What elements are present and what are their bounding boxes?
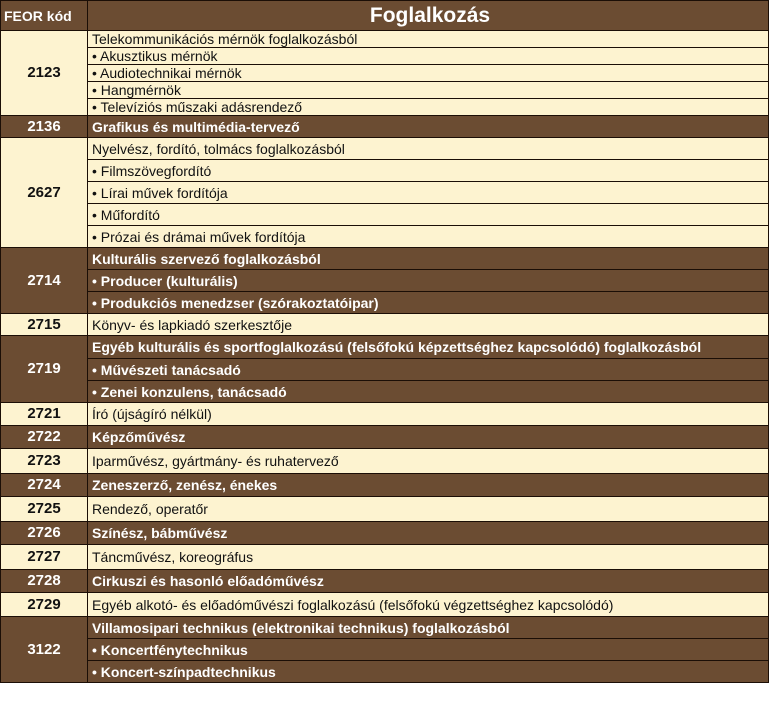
feor-code-cell: 3122	[1, 617, 88, 683]
table-row	[1, 593, 769, 617]
occupation-title-cell: Villamosipari technikus (elektronikai technikus) foglalkozásból	[88, 617, 769, 639]
feor-code-cell: 2728	[1, 570, 88, 593]
feor-code-cell: 2715	[1, 314, 88, 336]
occupation-item-cell: • Filmszövegfordító	[88, 160, 769, 182]
occupation-title-cell: Író (újságíró nélkül)	[88, 403, 769, 426]
table-row	[1, 426, 769, 449]
occupation-title-cell: Telekommunikációs mérnök foglalkozásból	[88, 31, 769, 48]
table-row	[1, 204, 769, 226]
feor-code-cell: 2719	[1, 336, 88, 403]
table-row	[1, 474, 769, 497]
occupation-item-cell: • Televíziós műszaki adásrendező	[88, 99, 769, 116]
table-row	[1, 270, 769, 292]
feor-code-cell: 2627	[1, 138, 88, 248]
occupation-title-cell: Nyelvész, fordító, tolmács foglalkozásból	[88, 138, 769, 160]
table-row	[1, 359, 769, 381]
occupation-title-cell: Egyéb alkotó- és előadóművészi foglalkozású (felsőfokú végzettséghez kapcsolódó)	[88, 593, 769, 617]
occupation-item-cell: • Lírai művek fordítója	[88, 182, 769, 204]
occupation-title-cell: Színész, bábművész	[88, 522, 769, 545]
feor-code-cell: 2726	[1, 522, 88, 545]
feor-code-cell: 2729	[1, 593, 88, 617]
table-row	[1, 497, 769, 522]
occupation-title-cell: Egyéb kulturális és sportfoglalkozású (felsőfokú képzettséghez kapcsolódó) foglalkozásból	[88, 336, 769, 359]
occupation-item-cell: • Producer (kulturális)	[88, 270, 769, 292]
occupation-title-cell: Zeneszerző, zenész, énekes	[88, 474, 769, 497]
table-row	[1, 82, 769, 99]
feor-code-cell: 2722	[1, 426, 88, 449]
occupation-title-cell: Kulturális szervező foglalkozásból	[88, 248, 769, 270]
occupation-item-cell: • Produkciós menedzser (szórakoztatóipar)	[88, 292, 769, 314]
occupation-item-cell: • Akusztikus mérnök	[88, 48, 769, 65]
table-row	[1, 449, 769, 474]
occupation-title-cell: Képzőművész	[88, 426, 769, 449]
occupation-item-cell: • Művészeti tanácsadó	[88, 359, 769, 381]
table-row	[1, 31, 769, 48]
feor-code-cell: 2721	[1, 403, 88, 426]
feor-code-cell: 2136	[1, 116, 88, 138]
table-row	[1, 48, 769, 65]
table-row	[1, 248, 769, 270]
occupation-item-cell: • Koncertfénytechnikus	[88, 639, 769, 661]
table-row	[1, 617, 769, 639]
table-body	[1, 31, 769, 683]
table-row	[1, 522, 769, 545]
table-row	[1, 138, 769, 160]
occupation-item-cell: • Hangmérnök	[88, 82, 769, 99]
occupation-item-cell: • Prózai és drámai művek fordítója	[88, 226, 769, 248]
feor-code-cell: 2714	[1, 248, 88, 314]
table-row	[1, 226, 769, 248]
occupation-title-cell: Rendező, operatőr	[88, 497, 769, 522]
table-row	[1, 160, 769, 182]
table-row	[1, 661, 769, 683]
table-row	[1, 381, 769, 403]
table-row	[1, 314, 769, 336]
occupation-item-cell: • Műfordító	[88, 204, 769, 226]
header-row	[1, 1, 769, 31]
feor-code-cell: 2723	[1, 449, 88, 474]
header-code: FEOR kód	[1, 1, 88, 31]
occupation-title-cell: Táncművész, koreográfus	[88, 545, 769, 570]
table-row	[1, 182, 769, 204]
occupation-title-cell: Iparművész, gyártmány- és ruhatervező	[88, 449, 769, 474]
occupation-item-cell: • Audiotechnikai mérnök	[88, 65, 769, 82]
table-row	[1, 65, 769, 82]
table-row	[1, 292, 769, 314]
occupation-title-cell: Cirkuszi és hasonló előadóművész	[88, 570, 769, 593]
feor-code-cell: 2725	[1, 497, 88, 522]
table-row	[1, 116, 769, 138]
occupation-title-cell: Könyv- és lapkiadó szerkesztője	[88, 314, 769, 336]
occupation-item-cell: • Zenei konzulens, tanácsadó	[88, 381, 769, 403]
table-row	[1, 403, 769, 426]
table-row	[1, 99, 769, 116]
table-row	[1, 570, 769, 593]
table-row	[1, 639, 769, 661]
table-row	[1, 336, 769, 359]
feor-code-cell: 2724	[1, 474, 88, 497]
feor-code-cell: 2727	[1, 545, 88, 570]
occupation-title-cell: Grafikus és multimédia-tervező	[88, 116, 769, 138]
occupation-item-cell: • Koncert-színpadtechnikus	[88, 661, 769, 683]
header-occupation: Foglalkozás	[88, 1, 769, 31]
table-row	[1, 545, 769, 570]
feor-code-cell: 2123	[1, 31, 88, 116]
